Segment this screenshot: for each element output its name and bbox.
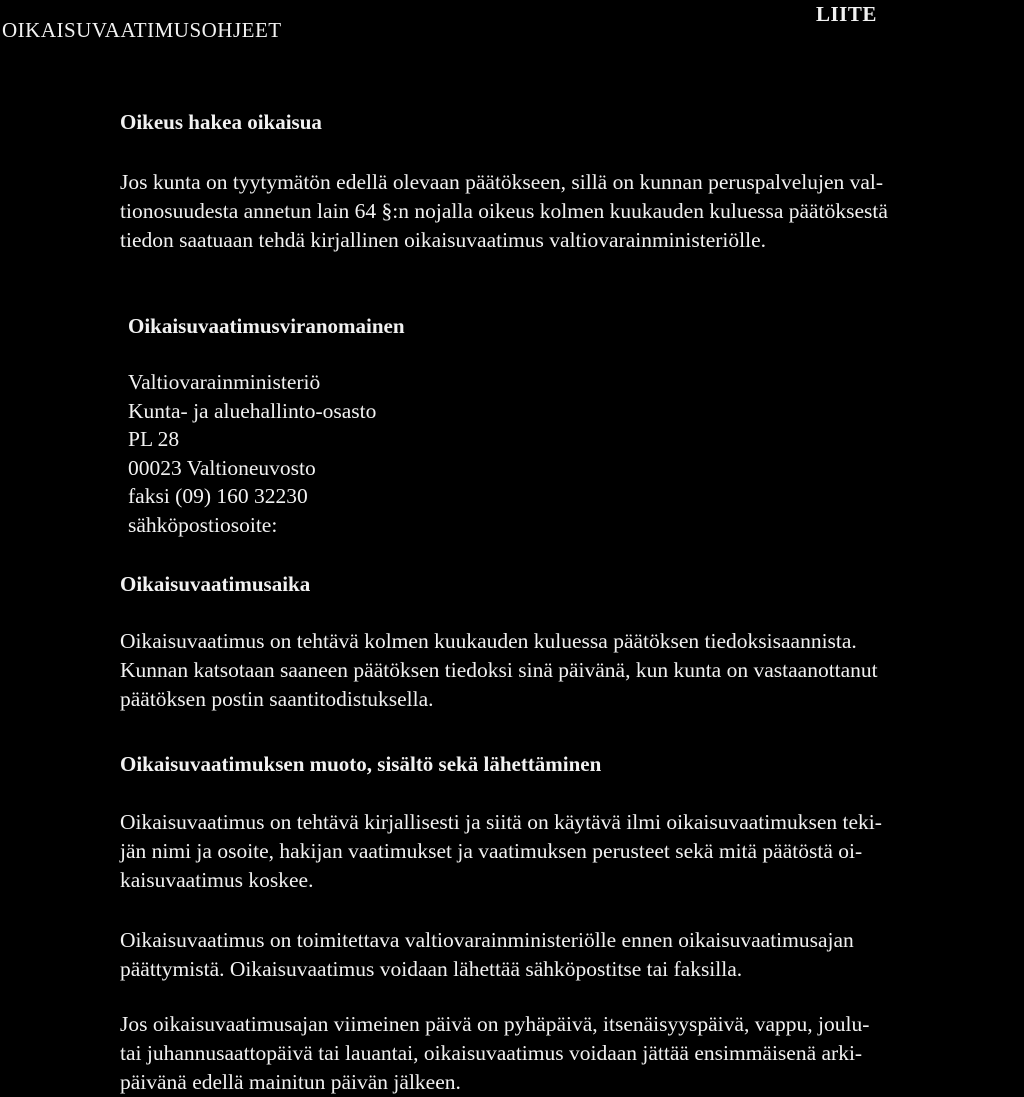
text-line: tai juhannusaattopäivä tai lauantai, oikaisuvaatimus voidaan jättää ensimmäisenä arki-: [120, 1041, 863, 1065]
address-line: 00023 Valtioneuvosto: [128, 455, 316, 480]
text-line: kaisuvaatimus koskee.: [120, 868, 314, 892]
paragraph-form-delivery: [120, 926, 854, 984]
paragraph-form-deadline-holiday: [120, 1010, 869, 1097]
document-header-title: OIKAISUVAATIMUSOHJEET: [2, 18, 282, 42]
section-title-right-to-appeal: Oikeus hakea oikaisua: [120, 110, 322, 134]
text-line: Jos oikaisuvaatimusajan viimeinen päivä on pyhäpäivä, itsenäisyyspäivä, vappu, joulu-: [120, 1012, 870, 1036]
paragraph-right-to-appeal: [120, 168, 888, 255]
address-line: sähköpostiosoite:: [128, 512, 278, 537]
address-line: Valtiovarainministeriö: [128, 370, 321, 394]
section-title-authority: Oikaisuvaatimusviranomainen: [128, 314, 405, 338]
text-line: Oikaisuvaatimus on toimitettava valtiovarainministeriölle ennen oikaisuvaatimusajan: [120, 928, 854, 952]
text-line: Jos kunta on tyytymätön edellä olevaan päätökseen, sillä on kunnan peruspalvelujen val-: [120, 170, 884, 194]
address-line: PL 28: [128, 427, 180, 451]
text-line: tiedon saatuaan tehdä kirjallinen oikaisuvaatimus valtiovarainministeriölle.: [120, 228, 767, 252]
section-title-form: Oikaisuvaatimuksen muoto, sisältö sekä lähettäminen: [120, 752, 602, 776]
text-line: Oikaisuvaatimus on tehtävä kirjallisesti ja siitä on käytävä ilmi oikaisuvaatimuksen teki-: [120, 810, 882, 834]
text-line: Oikaisuvaatimus on tehtävä kolmen kuukauden kuluessa päätöksen tiedoksisaannista.: [120, 629, 857, 653]
text-line: päätöksen postin saantitodistuksella.: [120, 687, 434, 711]
text-line: jän nimi ja osoite, hakijan vaatimukset ja vaatimuksen perusteet sekä mitä päätöstä oi-: [120, 839, 863, 863]
paragraph-time-limit: [120, 627, 878, 714]
address-line: faksi (09) 160 32230: [128, 484, 308, 508]
authority-address: [128, 368, 376, 539]
attachment-label: LIITE: [816, 2, 877, 26]
text-line: päättymistä. Oikaisuvaatimus voidaan lähettää sähköpostitse tai faksilla.: [120, 957, 743, 981]
text-line: Kunnan katsotaan saaneen päätöksen tiedoksi sinä päivänä, kun kunta on vastaanottanut: [120, 658, 878, 682]
text-line: päivänä edellä mainitun päivän jälkeen.: [120, 1070, 461, 1094]
section-title-time-limit: Oikaisuvaatimusaika: [120, 572, 311, 596]
paragraph-form-content: [120, 808, 882, 895]
text-line: tionosuudesta annetun lain 64 §:n nojalla oikeus kolmen kuukauden kuluessa päätöksestä: [120, 199, 888, 223]
address-line: Kunta- ja aluehallinto-osasto: [128, 398, 377, 423]
